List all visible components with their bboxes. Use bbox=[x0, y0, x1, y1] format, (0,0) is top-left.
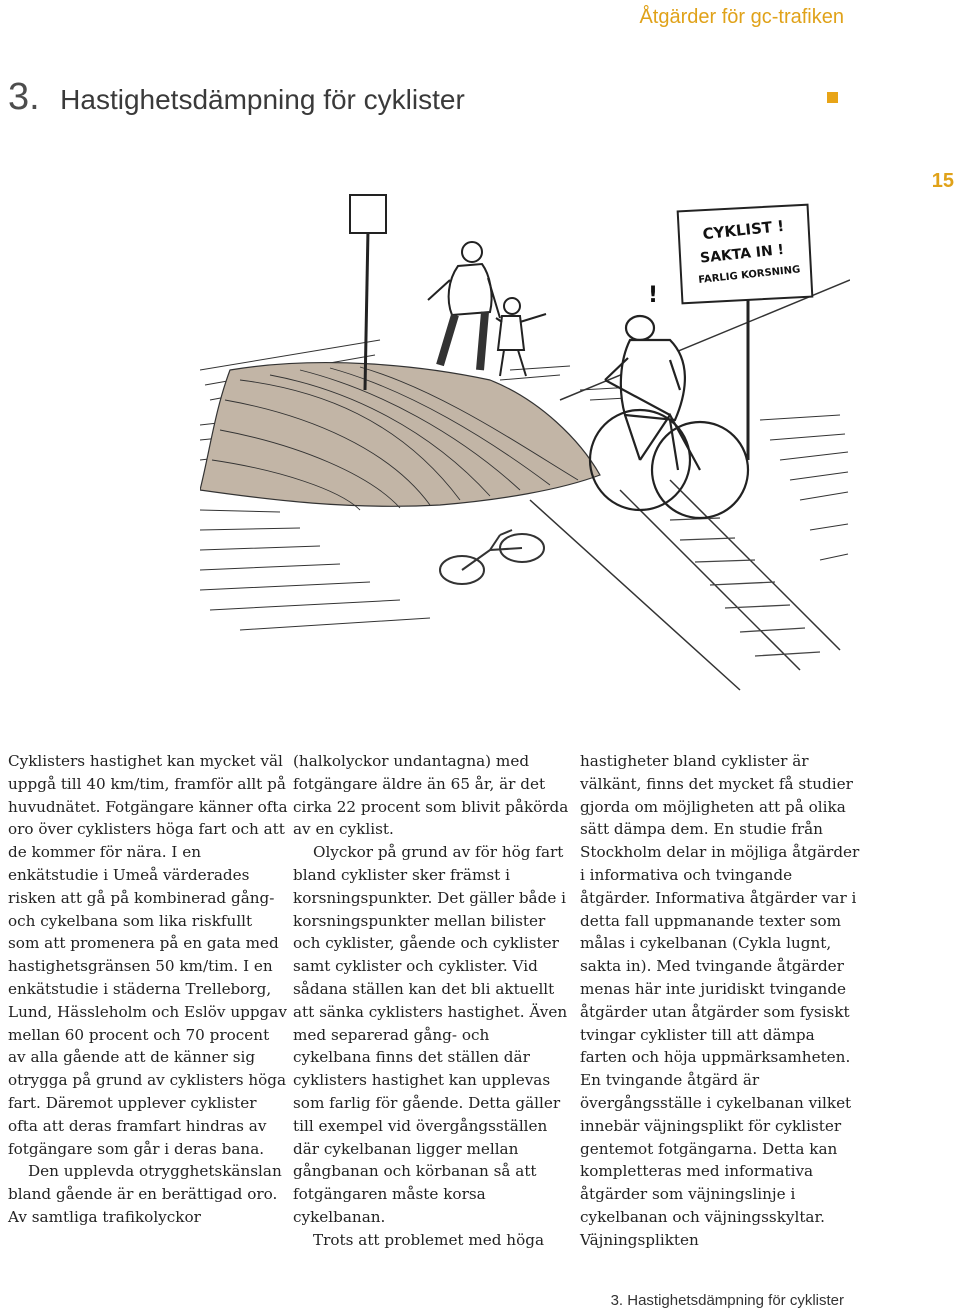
crosswalk-stripes bbox=[670, 518, 820, 656]
exclamation-mark: ! bbox=[648, 283, 659, 308]
illustration-speed-hump-crossing bbox=[200, 190, 850, 720]
paragraph: Cyklisters hastighet kan mycket väl uppgå till 40 km/tim, framför allt på huvudnätet. Fotgängare känner ofta oro över cyklisters höga fart och att de kommer för nära. I en enkätstudie i Umeå värderades risken att gå på kombinerad gång- och cykelbana som lika riskfullt som att promenera på en gata med hastighetsgränsen 50 km/tim. I en enkätstudie i städerna Trelleborg, Lund, Hässleholm och Eslöv uppgav mellan 60 procent och 70 procent av alla gående att de känner sig otrygga på grund av cyklisters höga fart. Däremot upplever cyklister ofta att deras framfart hindras av fotgängare som går i deras bana. bbox=[8, 752, 288, 1158]
paragraph: Den upplevda otrygghetskänslan bland gående är en berättigad oro. Av samtliga trafikolyckor bbox=[8, 1162, 282, 1226]
text-column-1 bbox=[8, 750, 288, 1229]
chapter-title: Hastighetsdämpning för cyklister bbox=[60, 84, 465, 115]
text-column-3 bbox=[580, 750, 860, 1252]
section-header: Åtgärder för gc-trafiken bbox=[639, 6, 844, 28]
paragraph: Olyckor på grund av för hög fart bland cyklister sker främst i korsningspunkter. Det gäller både i korsningspunkter mellan bilister och cyklister, gående och cyklister samt cyklister och cyklister. Vid sådana ställen kan det bli aktuellt att sänka cyklisters hastighet. Även med separerad gång- och cykelbana finns det ställen där cyklisters hastighet kan upplevas som farlig för gående. Detta gäller till exempel vid övergångsställen där cykelbanan ligger mellan gångbanan och körbanan så att fotgängaren måste korsa cykelbanan. bbox=[293, 843, 568, 1226]
running-footer: 3. Hastighetsdämpning för cyklister bbox=[610, 1292, 844, 1309]
sign-text-line-3: FARLIG KORSNING bbox=[697, 264, 801, 286]
chapter-number: 3. bbox=[8, 76, 40, 118]
orange-square-icon bbox=[827, 92, 838, 103]
text-column-2 bbox=[293, 750, 571, 1252]
pedestrian-child bbox=[496, 298, 546, 376]
chapter-heading bbox=[8, 76, 465, 119]
speed-hump bbox=[200, 363, 600, 507]
page-number: 15 bbox=[931, 170, 954, 192]
paragraph: Trots att problemet med höga bbox=[313, 1230, 545, 1249]
small-sign bbox=[350, 195, 386, 233]
cyclist bbox=[590, 316, 748, 518]
pedestrian-adult bbox=[428, 242, 500, 370]
paragraph: hastigheter bland cyklister är välkänt, finns det mycket få studier gjorda om möjligheten att på olika sätt dämpa dem. En studie från Stockholm delar in möjliga åtgärder i informativa och tvingande åtgärder. Informativa åtgärder var i detta fall uppmanande texter som målas i cykelbanan (Cykla lugnt, sakta in). Med tvingande åtgärder menas här inte juridiskt tvingande åtgärder utan åtgärder som fysiskt tvingar cyklister till att dämpa farten och höja uppmärksamheten. bbox=[580, 752, 860, 1067]
sign-text-line-1: CYKLIST ! bbox=[701, 216, 785, 244]
paragraph: (halkolyckor undantagna) med fotgängare äldre än 65 år, är det cirka 22 procent som blivit påkörda av en cyklist. bbox=[293, 752, 569, 839]
bike-symbol-marking bbox=[440, 530, 544, 584]
sign-text-line-2: SAKTA IN ! bbox=[699, 241, 785, 267]
paragraph: En tvingande åtgärd är övergångsställe i cykelbanan vilket innebär väjningsplikt för cyklister gentemot fotgängarna. Detta kan kompletteras med informativa åtgärder som väjningslinje i cykelbanan och väjningsskyltar. Väjningsplikten bbox=[580, 1071, 852, 1249]
